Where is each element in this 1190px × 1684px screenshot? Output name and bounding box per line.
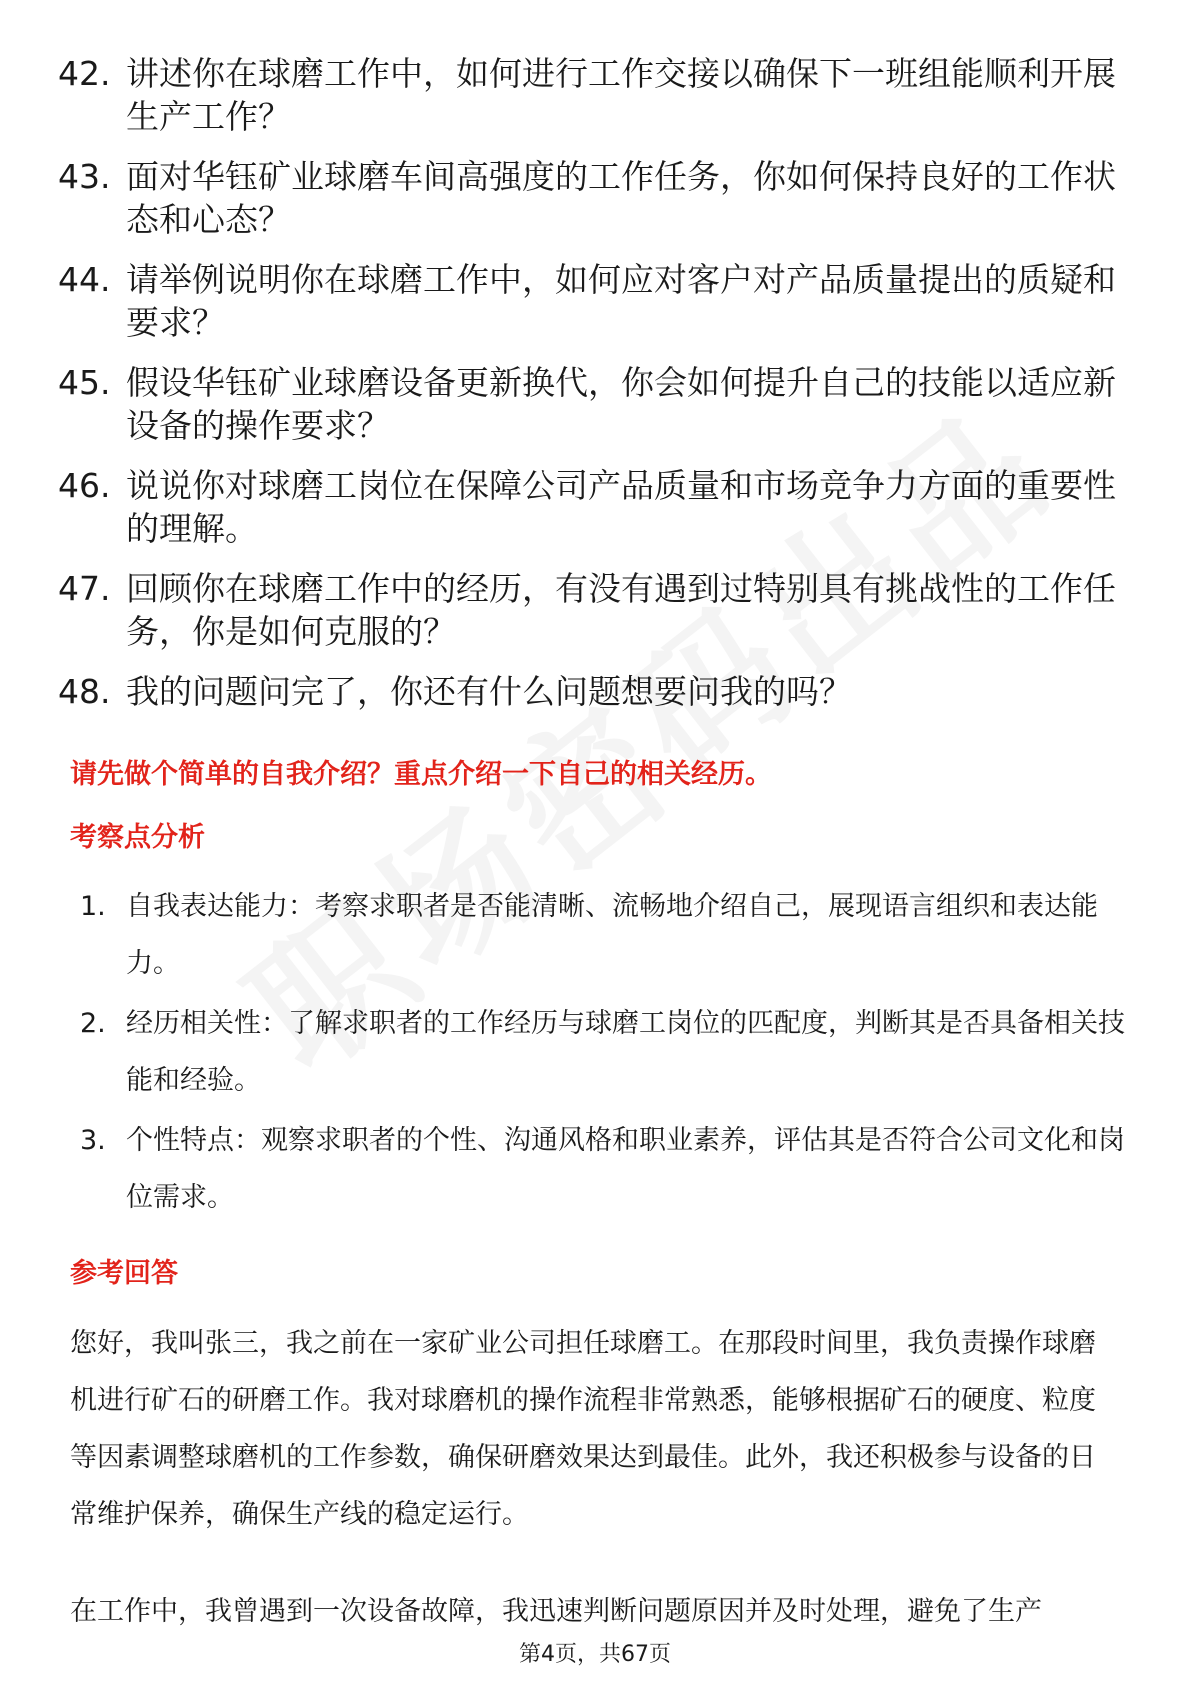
list-item bbox=[58, 52, 1128, 138]
question-number: 42. bbox=[58, 54, 111, 93]
list-item bbox=[58, 361, 1128, 447]
question-text: 回顾你在球磨工作中的经历，有没有遇到过特别具有挑战性的工作任务，你是如何克服的？ bbox=[126, 569, 1116, 651]
point-text: 个性特点：观察求职者的个性、沟通风格和职业素养，评估其是否符合公司文化和岗位需求。 bbox=[126, 1125, 1125, 1213]
point-number: 2. bbox=[80, 1008, 106, 1039]
page-footer: 第4页，共67页 bbox=[519, 1642, 671, 1667]
list-item bbox=[80, 1112, 1130, 1226]
question-text: 说说你对球磨工岗位在保障公司产品质量和市场竞争力方面的重要性的理解。 bbox=[126, 466, 1116, 548]
list-item bbox=[80, 995, 1130, 1109]
answer-heading: 参考回答 bbox=[70, 1258, 178, 1289]
point-number: 3. bbox=[80, 1125, 106, 1156]
analysis-list bbox=[80, 878, 1130, 1229]
question-number: 46. bbox=[58, 466, 111, 505]
question-number: 48. bbox=[58, 672, 111, 711]
point-number: 1. bbox=[80, 891, 106, 922]
point-text: 自我表达能力：考察求职者是否能清晰、流畅地介绍自己，展现语言组织和表达能力。 bbox=[126, 891, 1098, 979]
question-number: 45. bbox=[58, 363, 111, 402]
question-text: 我的问题问完了，你还有什么问题想要问我的吗？ bbox=[126, 672, 852, 711]
point-text: 经历相关性：了解求职者的工作经历与球磨工岗位的匹配度，判断其是否具备相关技能和经验。 bbox=[126, 1008, 1125, 1096]
list-item bbox=[58, 464, 1128, 550]
question-text: 讲述你在球磨工作中，如何进行工作交接以确保下一班组能顺利开展生产工作？ bbox=[126, 54, 1116, 136]
question-number: 47. bbox=[58, 569, 111, 608]
list-item bbox=[80, 878, 1130, 992]
list-item bbox=[58, 258, 1128, 344]
answer-paragraph: 在工作中，我曾遇到一次设备故障，我迅速判断问题原因并及时处理，避免了生产 bbox=[70, 1596, 1042, 1627]
question-text: 请举例说明你在球磨工作中，如何应对客户对产品质量提出的质疑和要求？ bbox=[126, 260, 1116, 342]
list-item bbox=[58, 155, 1128, 241]
question-text: 面对华钰矿业球磨车间高强度的工作任务，你如何保持良好的工作状态和心态？ bbox=[126, 157, 1116, 239]
section-question-heading: 请先做个简单的自我介绍？重点介绍一下自己的相关经历。 bbox=[70, 759, 772, 790]
answer-paragraph: 您好，我叫张三，我之前在一家矿业公司担任球磨工。在那段时间里，我负责操作球磨机进行矿石的研磨工作。我对球磨机的操作流程非常熟悉，能够根据矿石的硬度、粒度等因素调整球磨机的工作参数，确保研磨效果达到最佳。此外，我还积极参与设备的日常维护保养，确保生产线的稳定运行。 bbox=[70, 1328, 1096, 1530]
analysis-heading: 考察点分析 bbox=[70, 822, 205, 853]
question-number: 44. bbox=[58, 260, 111, 299]
question-text: 假设华钰矿业球磨设备更新换代，你会如何提升自己的技能以适应新设备的操作要求？ bbox=[126, 363, 1116, 445]
list-item bbox=[58, 670, 1128, 713]
list-item bbox=[58, 567, 1128, 653]
question-list bbox=[58, 52, 1128, 730]
question-number: 43. bbox=[58, 157, 111, 196]
